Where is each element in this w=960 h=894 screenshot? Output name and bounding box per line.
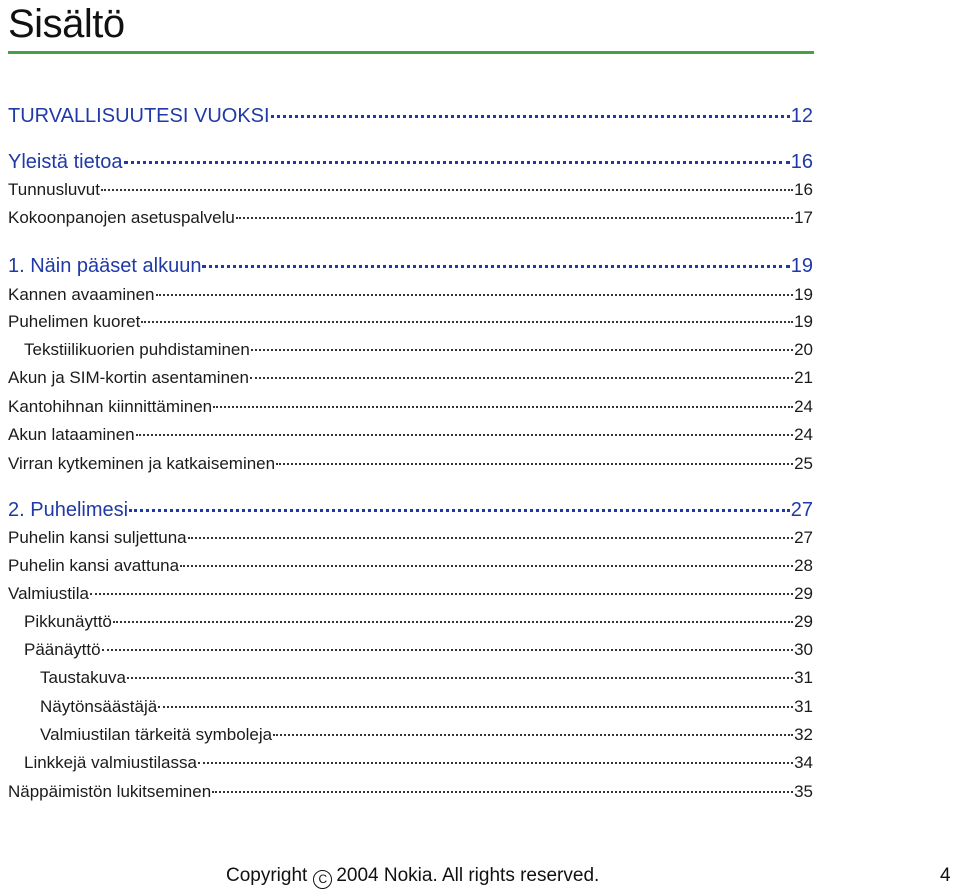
toc-entry[interactable] — [8, 724, 813, 746]
toc-entry-label: Puhelimen kuoret — [8, 312, 141, 331]
toc-entry[interactable] — [8, 339, 813, 361]
toc-entry[interactable] — [8, 696, 813, 718]
dot-leader — [213, 406, 793, 408]
toc-entry-page-number: 16 — [790, 151, 813, 173]
toc-entry-page-number: 27 — [790, 499, 813, 521]
toc-entry-label: 1. Näin pääset alkuun — [8, 255, 202, 277]
toc-entry-label: Valmiustilan tärkeitä symboleja — [40, 725, 273, 744]
toc-entry-page-number: 12 — [790, 105, 813, 127]
toc-entry-label: Pikkunäyttö — [24, 612, 112, 631]
copyright-prefix: Copyright — [226, 865, 308, 886]
dot-leader — [202, 265, 789, 268]
toc-entry-page-number: 24 — [794, 425, 813, 444]
toc-entry[interactable] — [8, 284, 813, 306]
toc-entry-label: Tunnusluvut — [8, 180, 100, 199]
toc-entry-label: Akun lataaminen — [8, 425, 135, 444]
toc-entry-label: Akun ja SIM-kortin asentaminen — [8, 368, 249, 387]
toc-entry-page-number: 16 — [794, 180, 813, 199]
dot-leader — [251, 349, 793, 351]
copyright-notice — [226, 864, 599, 889]
dot-leader — [102, 649, 794, 651]
toc-entry-page-number: 32 — [794, 725, 813, 744]
dot-leader — [156, 294, 794, 296]
copyright-text: 2004 Nokia. All rights reserved. — [336, 865, 600, 886]
toc-entry-page-number: 24 — [794, 397, 813, 416]
toc-entry-page-number: 17 — [794, 208, 813, 227]
dot-leader — [158, 706, 793, 708]
dot-leader — [101, 189, 793, 191]
toc-entry[interactable] — [8, 396, 813, 418]
toc-entry-page-number: 31 — [794, 697, 813, 716]
toc-entry[interactable] — [8, 179, 813, 201]
toc-entry[interactable] — [8, 207, 813, 229]
toc-entry[interactable] — [8, 781, 813, 803]
toc-entry-label: Valmiustila — [8, 584, 89, 603]
dot-leader — [124, 161, 790, 164]
toc-entry[interactable] — [8, 667, 813, 689]
toc-entry-page-number: 34 — [794, 753, 813, 772]
toc-entry-label: Kantohihnan kiinnittäminen — [8, 397, 213, 416]
toc-heading-entry[interactable] — [8, 104, 813, 128]
toc-entry[interactable] — [8, 453, 813, 475]
toc-entry[interactable] — [8, 555, 813, 577]
toc-entry-page-number: 19 — [794, 285, 813, 304]
dot-leader — [273, 734, 793, 736]
dot-leader — [127, 677, 793, 679]
toc-entry-label: Kokoonpanojen asetuspalvelu — [8, 208, 235, 227]
dot-leader — [141, 321, 793, 323]
dot-leader — [136, 434, 793, 436]
dot-leader — [212, 791, 793, 793]
toc-entry-page-number: 25 — [794, 454, 813, 473]
toc-entry-page-number: 19 — [794, 312, 813, 331]
toc-entry-page-number: 29 — [794, 612, 813, 631]
toc-entry-label: Puhelin kansi suljettuna — [8, 528, 187, 547]
toc-entry-label: Kannen avaaminen — [8, 285, 155, 304]
toc-entry-page-number: 31 — [794, 668, 813, 687]
dot-leader — [198, 762, 793, 764]
toc-entry-label: Taustakuva — [40, 668, 126, 687]
page-number: 4 — [940, 865, 951, 886]
toc-heading-entry[interactable] — [8, 498, 813, 522]
dot-leader — [113, 621, 793, 623]
dot-leader — [188, 537, 793, 539]
toc-entry-page-number: 30 — [794, 640, 813, 659]
toc-entry-label: Näytönsäästäjä — [40, 697, 158, 716]
dot-leader — [180, 565, 793, 567]
toc-entry-page-number: 21 — [794, 368, 813, 387]
toc-entry-label: Tekstiilikuorien puhdistaminen — [24, 340, 250, 359]
toc-entry[interactable] — [8, 611, 813, 633]
dot-leader — [129, 509, 790, 512]
dot-leader — [276, 463, 793, 465]
toc-entry-page-number: 28 — [794, 556, 813, 575]
dot-leader — [90, 593, 793, 595]
toc-entry-label: Linkkejä valmiustilassa — [24, 753, 197, 772]
dot-leader — [236, 217, 793, 219]
toc-entry-label: Näppäimistön lukitseminen — [8, 782, 212, 801]
toc-entry-label: Puhelin kansi avattuna — [8, 556, 180, 575]
toc-entry-label: Yleistä tietoa — [8, 151, 123, 173]
toc-entry-label: 2. Puhelimesi — [8, 499, 129, 521]
page-title: Sisältö — [8, 2, 125, 46]
toc-entry-page-number: 35 — [794, 782, 813, 801]
toc-entry[interactable] — [8, 752, 813, 774]
toc-entry-page-number: 29 — [794, 584, 813, 603]
copyright-icon: C — [313, 870, 332, 889]
toc-entry[interactable] — [8, 424, 813, 446]
toc-heading-entry[interactable] — [8, 150, 813, 174]
toc-heading-entry[interactable] — [8, 254, 813, 278]
toc-entry[interactable] — [8, 639, 813, 661]
toc-entry-label: Päänäyttö — [24, 640, 101, 659]
toc-entry-page-number: 19 — [790, 255, 813, 277]
toc-entry-label: Virran kytkeminen ja katkaiseminen — [8, 454, 276, 473]
toc-entry-page-number: 27 — [794, 528, 813, 547]
toc-entry[interactable] — [8, 583, 813, 605]
toc-entry-label: TURVALLISUUTESI VUOKSI — [8, 105, 270, 127]
dot-leader — [271, 115, 790, 118]
toc-entry[interactable] — [8, 367, 813, 389]
toc-entry-page-number: 20 — [794, 340, 813, 359]
toc-entry[interactable] — [8, 527, 813, 549]
toc-entry[interactable] — [8, 311, 813, 333]
dot-leader — [250, 377, 793, 379]
